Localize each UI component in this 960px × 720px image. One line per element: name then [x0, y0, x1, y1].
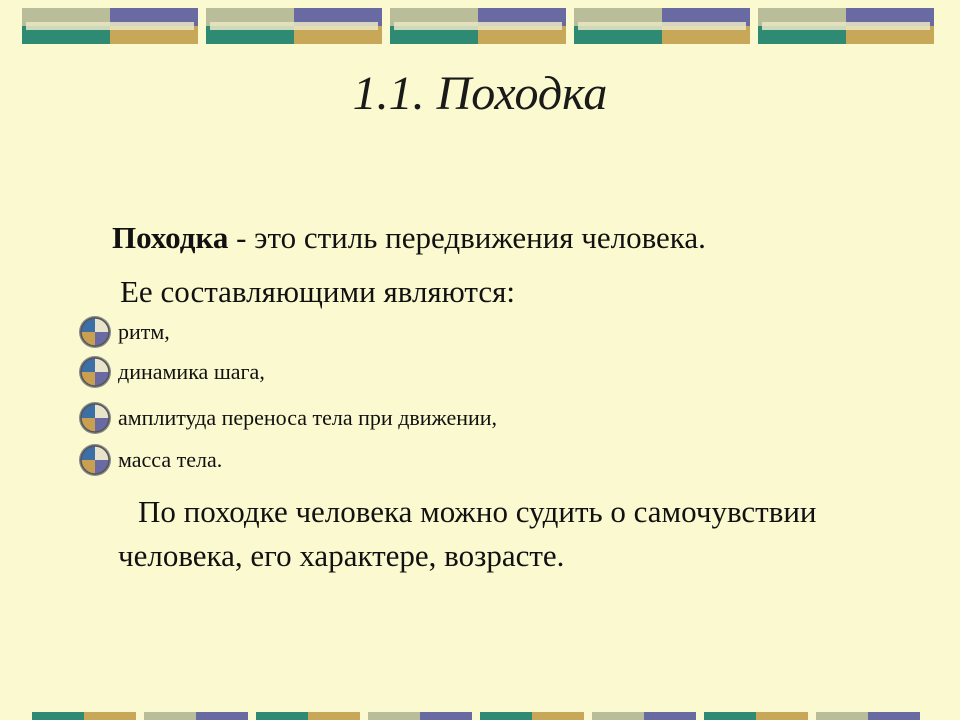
components-lead: Ее составляющими являются:	[120, 274, 515, 309]
quartered-globe-icon	[78, 315, 112, 349]
definition-term: Походка	[112, 220, 229, 255]
slide-title: 1.1. Походка	[352, 67, 608, 120]
list-item-text: масса тела.	[118, 447, 223, 472]
conclusion-paragraph: По походке человека можно судить о самочувствии человека, его характере, возрасте.	[118, 494, 817, 573]
quartered-globe-icon	[78, 443, 112, 477]
list-item	[78, 312, 170, 352]
bottom-decorative-band	[0, 708, 960, 720]
list-item	[78, 398, 497, 438]
list-item	[78, 352, 265, 392]
band-tile	[256, 712, 360, 720]
band-tile	[704, 712, 808, 720]
definition-line	[112, 220, 706, 256]
definition-text: - это стиль передвижения человека.	[228, 220, 706, 255]
band-tile	[480, 712, 584, 720]
band-tile	[390, 8, 566, 44]
band-tile	[32, 712, 136, 720]
top-decorative-band	[0, 0, 960, 48]
list-item-text: амплитуда переноса тела при движении,	[118, 405, 498, 430]
list-item-text: динамика шага,	[118, 359, 265, 384]
band-tile	[758, 8, 934, 44]
quartered-globe-icon	[78, 401, 112, 435]
band-tile	[592, 712, 696, 720]
list-item	[78, 440, 222, 480]
band-tile	[816, 712, 920, 720]
band-tile	[368, 712, 472, 720]
list-item-text: ритм,	[118, 319, 170, 344]
band-tile	[574, 8, 750, 44]
band-tile	[206, 8, 382, 44]
band-tile	[22, 8, 198, 44]
band-tile	[144, 712, 248, 720]
quartered-globe-icon	[78, 355, 112, 389]
